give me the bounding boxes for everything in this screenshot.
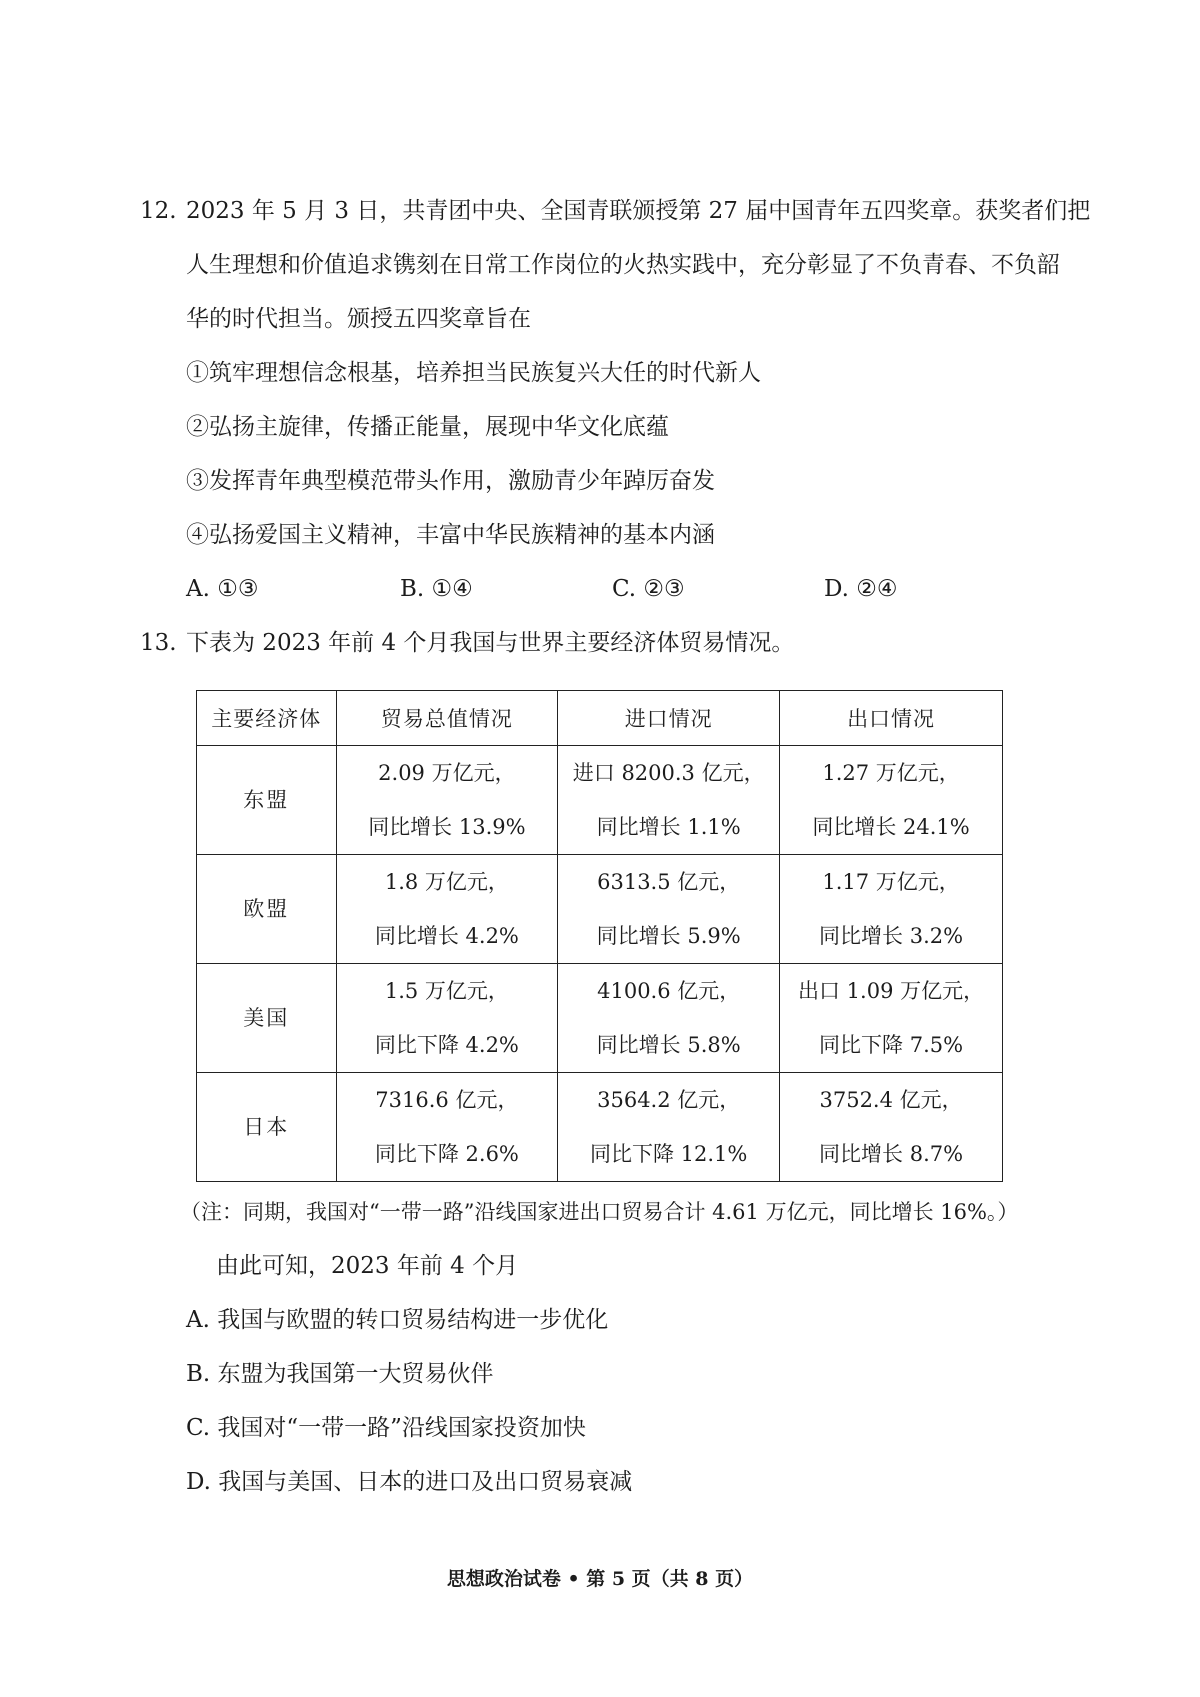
question-number: 12. xyxy=(140,198,177,224)
question-stem: 下表为 2023 年前 4 个月我国与世界主要经济体贸易情况。 xyxy=(186,630,795,656)
import-cell xyxy=(558,855,780,964)
statement-item: ②弘扬主旋律，传播正能量，展现中华文化底蕴 xyxy=(186,414,669,440)
region-cell: 欧盟 xyxy=(197,855,337,964)
cell-change: 同比增长 5.9% xyxy=(596,924,741,948)
cell-change: 同比下降 4.2% xyxy=(374,1033,519,1057)
region-cell: 美国 xyxy=(197,964,337,1073)
cell-value: 4100.6 亿元， xyxy=(597,979,741,1003)
cell-value: 1.8 万亿元， xyxy=(384,870,509,894)
trade-table xyxy=(196,690,1003,1182)
region-cell: 东盟 xyxy=(197,746,337,855)
cell-change: 同比增长 1.1% xyxy=(596,815,741,839)
table-row xyxy=(197,964,1003,1073)
option-d: D. ②④ xyxy=(824,576,898,602)
import-cell xyxy=(558,964,780,1073)
total-cell xyxy=(336,746,558,855)
cell-change: 同比增长 24.1% xyxy=(812,815,970,839)
cell-value: 1.17 万亿元， xyxy=(822,870,960,894)
cell-value: 1.27 万亿元， xyxy=(822,761,960,785)
table-row xyxy=(197,1073,1003,1182)
total-cell xyxy=(336,1073,558,1182)
cell-value: 7316.6 亿元， xyxy=(375,1088,519,1112)
statement-item: ③发挥青年典型模范带头作用，激励青少年踔厉奋发 xyxy=(186,468,715,494)
question-stem-line: 2023 年 5 月 3 日，共青团中央、全国青联颁授第 27 届中国青年五四奖章。获奖者们把 xyxy=(186,198,1091,224)
table-row xyxy=(197,855,1003,964)
cell-change: 同比增长 13.9% xyxy=(368,815,526,839)
table-header: 贸易总值情况 xyxy=(336,691,558,746)
export-cell xyxy=(780,1073,1003,1182)
cell-value: 出口 1.09 万亿元， xyxy=(798,979,985,1003)
cell-change: 同比增长 3.2% xyxy=(819,924,964,948)
export-cell xyxy=(780,746,1003,855)
total-cell xyxy=(336,855,558,964)
table-note: （注：同期，我国对“一带一路”沿线国家进出口贸易合计 4.61 万亿元，同比增长 16%。） xyxy=(180,1200,1019,1224)
question-number: 13. xyxy=(140,630,177,656)
table-row xyxy=(197,746,1003,855)
export-cell xyxy=(780,964,1003,1073)
import-cell xyxy=(558,1073,780,1182)
cell-change: 同比增长 8.7% xyxy=(819,1142,964,1166)
table-header-row xyxy=(197,691,1003,746)
export-cell xyxy=(780,855,1003,964)
option-b: B. 东盟为我国第一大贸易伙伴 xyxy=(186,1361,494,1387)
total-cell xyxy=(336,964,558,1073)
question-stem-line: 华的时代担当。颁授五四奖章旨在 xyxy=(186,306,531,332)
cell-value: 3752.4 亿元， xyxy=(819,1088,963,1112)
cell-change: 同比下降 7.5% xyxy=(819,1033,964,1057)
option-d: D. 我国与美国、日本的进口及出口贸易衰减 xyxy=(186,1469,633,1495)
cell-change: 同比增长 5.8% xyxy=(596,1033,741,1057)
question-stem-line: 人生理想和价值追求镌刻在日常工作岗位的火热实践中，充分彰显了不负青春、不负韶 xyxy=(186,252,1060,278)
cell-value: 进口 8200.3 亿元， xyxy=(572,761,765,785)
region-cell: 日本 xyxy=(197,1073,337,1182)
option-c: C. 我国对“一带一路”沿线国家投资加快 xyxy=(186,1415,586,1441)
cell-value: 6313.5 亿元， xyxy=(597,870,741,894)
option-b: B. ①④ xyxy=(400,576,473,602)
cell-value: 3564.2 亿元， xyxy=(597,1088,741,1112)
statement-item: ①筑牢理想信念根基，培养担当民族复兴大任的时代新人 xyxy=(186,360,761,386)
option-a: A. ①③ xyxy=(186,576,259,602)
table-header: 进口情况 xyxy=(558,691,780,746)
cell-change: 同比增长 4.2% xyxy=(374,924,519,948)
option-a: A. 我国与欧盟的转口贸易结构进一步优化 xyxy=(186,1307,609,1333)
cell-change: 同比下降 12.1% xyxy=(589,1142,748,1166)
page-footer: 思想政治试卷 • 第 5 页（共 8 页） xyxy=(446,1568,754,1590)
table-header: 主要经济体 xyxy=(197,691,337,746)
cell-value: 1.5 万亿元， xyxy=(384,979,509,1003)
import-cell xyxy=(558,746,780,855)
question-lead: 由此可知，2023 年前 4 个月 xyxy=(216,1253,519,1279)
option-c: C. ②③ xyxy=(612,576,685,602)
cell-value: 2.09 万亿元， xyxy=(378,761,516,785)
cell-change: 同比下降 2.6% xyxy=(374,1142,519,1166)
table-header: 出口情况 xyxy=(780,691,1003,746)
statement-item: ④弘扬爱国主义精神，丰富中华民族精神的基本内涵 xyxy=(186,522,715,548)
